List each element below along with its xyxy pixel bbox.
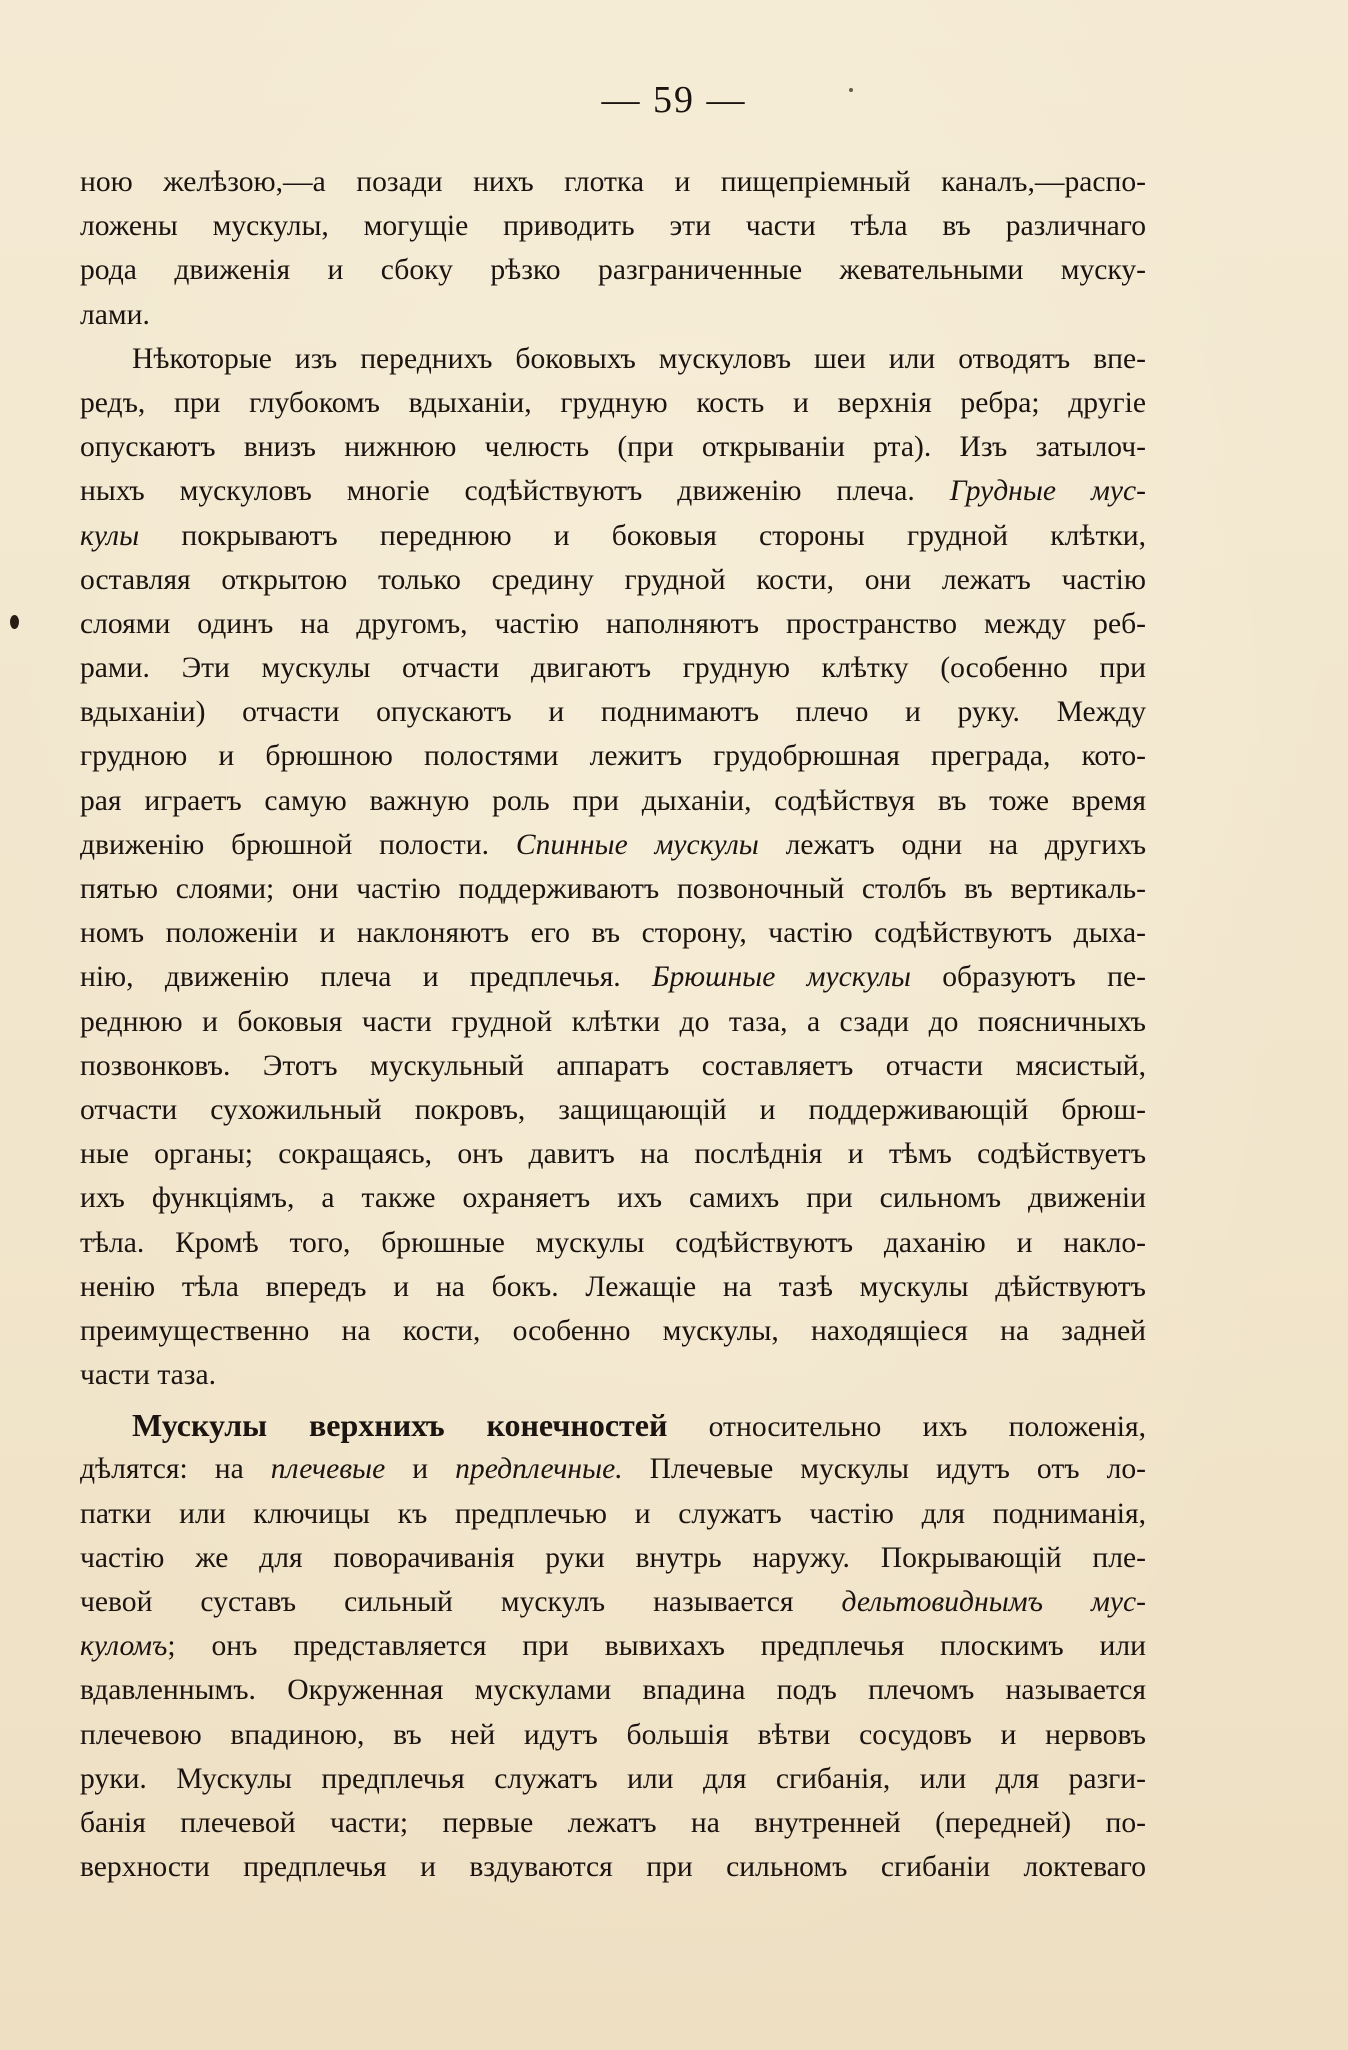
text-run: части таза.: [80, 1359, 216, 1392]
text-run: вдавленнымъ. Окруженная мускулами впадина подъ плечомъ называется: [80, 1674, 1146, 1707]
text-line: [80, 911, 1146, 955]
italic-term: плечевые: [270, 1453, 386, 1486]
italic-term: Брюшные мускулы: [652, 961, 911, 994]
text-line: [80, 867, 1146, 911]
text-run: движенію брюшной полости.: [80, 828, 516, 861]
text-run: ихъ функціямъ, а также охраняетъ ихъ самихъ при сильномъ движеніи: [80, 1182, 1146, 1215]
text-line: [80, 779, 1146, 823]
text-line: [80, 1492, 1146, 1536]
text-run: лежатъ одни на другихъ: [758, 828, 1146, 861]
text-run: и: [385, 1453, 456, 1486]
text-line: [80, 1447, 1146, 1491]
text-run: оставляя открытою только средину грудной кости, они лежатъ частію: [80, 563, 1146, 596]
text-run: рая играетъ самую важную роль при дыханіи, содѣйствуя въ тоже время: [80, 784, 1146, 817]
page-number: — 59 —: [601, 79, 747, 121]
text-line: [80, 1668, 1146, 1712]
text-run: Плечевые мускулы идутъ отъ ло-: [622, 1453, 1146, 1486]
text-line: [80, 558, 1146, 602]
text-line: [80, 1801, 1146, 1845]
text-line: [80, 1044, 1146, 1088]
text-run: отчасти сухожильный покровъ, защищающій и поддерживающій брюш-: [80, 1093, 1146, 1126]
text-run: опускаютъ внизъ нижнюю челюсть (при открываніи рта). Изъ затылоч-: [80, 431, 1146, 464]
text-run: верхности предплечья и вздуваются при сильномъ сгибаніи локтеваго: [80, 1851, 1146, 1884]
text-line: [80, 1353, 1146, 1397]
italic-term: предплечные.: [455, 1453, 623, 1486]
text-run: ложены мускулы, могущіе приводить эти части тѣла въ различнаго: [80, 210, 1146, 243]
text-run: частію же для поворачиванія руки внутрь наружу. Покрывающій пле-: [80, 1541, 1146, 1574]
text-line: [80, 823, 1146, 867]
text-line: [80, 293, 1146, 337]
text-run: покрываютъ переднюю и боковыя стороны грудной клѣтки,: [139, 519, 1146, 552]
text-line: [80, 1713, 1146, 1757]
text-line: [80, 1624, 1146, 1668]
text-run: банія плечевой части; первые лежатъ на внутренней (передней) по-: [80, 1806, 1146, 1839]
text-run: тѣла. Кромѣ того, брюшные мускулы содѣйствуютъ даханію и накло-: [80, 1226, 1146, 1259]
text-run: преимущественно на кости, особенно мускулы, находящіеся на задней: [80, 1314, 1146, 1347]
italic-term: дельтовиднымъ мус-: [841, 1586, 1146, 1618]
text-run: лами.: [80, 298, 150, 331]
text-line: [80, 646, 1146, 690]
text-line: [80, 160, 1146, 204]
text-run: номъ положеніи и наклоняютъ его въ сторону, частію содѣйствуютъ дыха-: [80, 917, 1146, 950]
body-text: [80, 160, 1146, 1889]
text-run: редъ, при глубокомъ вдыханіи, грудную кость и верхнія ребра; другіе: [80, 386, 1146, 419]
text-run: плечевою впадиною, въ ней идутъ большія вѣтви сосудовъ и нервовъ: [80, 1718, 1146, 1751]
text-run: образуютъ пе-: [910, 961, 1146, 994]
italic-term: Спинные мускулы: [515, 828, 759, 861]
text-line: [80, 602, 1146, 646]
italic-term: Грудные мус-: [949, 475, 1146, 508]
text-run: рами. Эти мускулы отчасти двигаютъ грудную клѣтку (особенно при: [80, 652, 1146, 685]
text-run: пятью слоями; они частію поддерживаютъ позвоночный столбъ въ вертикаль-: [80, 873, 1146, 905]
text-run: ные органы; сокращаясь, онъ давитъ на послѣднія и тѣмъ содѣйствуетъ: [80, 1138, 1146, 1171]
text-run: ненію тѣла впередъ и на бокъ. Лежащіе на тазѣ мускулы дѣйствуютъ: [80, 1270, 1146, 1303]
text-line: [80, 1132, 1146, 1176]
italic-term: кулы: [80, 519, 140, 552]
text-run: вдыханіи) отчасти опускаютъ и поднимаютъ плечо и руку. Между: [80, 696, 1146, 729]
text-line: [80, 1176, 1146, 1220]
text-line: [80, 425, 1146, 469]
text-run: позвонковъ. Этотъ мускульный аппаратъ составляетъ отчасти мясистый,: [80, 1049, 1146, 1082]
text-run: рода движенія и сбоку рѣзко разграниченные жевательными муску-: [80, 254, 1146, 287]
text-line: [80, 1757, 1146, 1801]
text-run: относительно ихъ положенія,: [667, 1411, 1146, 1444]
text-line: [80, 337, 1146, 381]
text-run: грудною и брюшною полостями лежитъ грудобрюшная преграда, кото-: [80, 740, 1146, 773]
text-line: [80, 469, 1146, 513]
text-line: [80, 1265, 1146, 1309]
text-run: чевой суставъ сильный мускулъ называется: [80, 1586, 842, 1618]
text-line: [80, 1000, 1146, 1044]
text-run: Нѣкоторые изъ переднихъ боковыхъ мускуловъ шеи или отводятъ впе-: [132, 342, 1146, 375]
text-run: ною желѣзою,—а позади нихъ глотка и пищепріемный каналъ,—распо-: [80, 166, 1146, 198]
text-run: ; онъ представляется при вывихахъ предплечья плоскимъ или: [167, 1630, 1146, 1663]
text-run: патки или ключицы къ предплечью и служатъ частію для подниманія,: [80, 1497, 1146, 1530]
text-run: реднюю и боковыя части грудной клѣтки до таза, а сзади до поясничныхъ: [80, 1005, 1146, 1038]
text-line: [80, 1221, 1146, 1265]
text-line: [80, 514, 1146, 558]
text-line: [80, 381, 1146, 425]
text-line: [80, 1403, 1146, 1447]
text-line: [80, 1309, 1146, 1353]
text-line: [80, 1580, 1146, 1624]
margin-ink-dot: [10, 615, 19, 629]
text-run: руки. Мускулы предплечья служатъ или для сгибанія, или для разги-: [80, 1762, 1146, 1795]
text-line: [80, 1088, 1146, 1132]
text-line: [80, 1845, 1146, 1889]
text-run: слоями одинъ на другомъ, частію наполняютъ пространство между реб-: [80, 607, 1146, 640]
text-line: [80, 248, 1146, 292]
text-run: нію, движенію плеча и предплечья.: [80, 961, 653, 994]
italic-term: куломъ: [80, 1630, 168, 1663]
text-line: [80, 1536, 1146, 1580]
text-line: [80, 734, 1146, 778]
text-line: [80, 690, 1146, 734]
text-line: [80, 955, 1146, 999]
section-heading: Мускулы верхнихъ конечностей: [132, 1407, 668, 1444]
text-run: дѣлятся: на: [80, 1453, 271, 1486]
text-line: [80, 204, 1146, 248]
text-run: ныхъ мускуловъ многіе содѣйствуютъ движенію плеча.: [80, 475, 950, 508]
